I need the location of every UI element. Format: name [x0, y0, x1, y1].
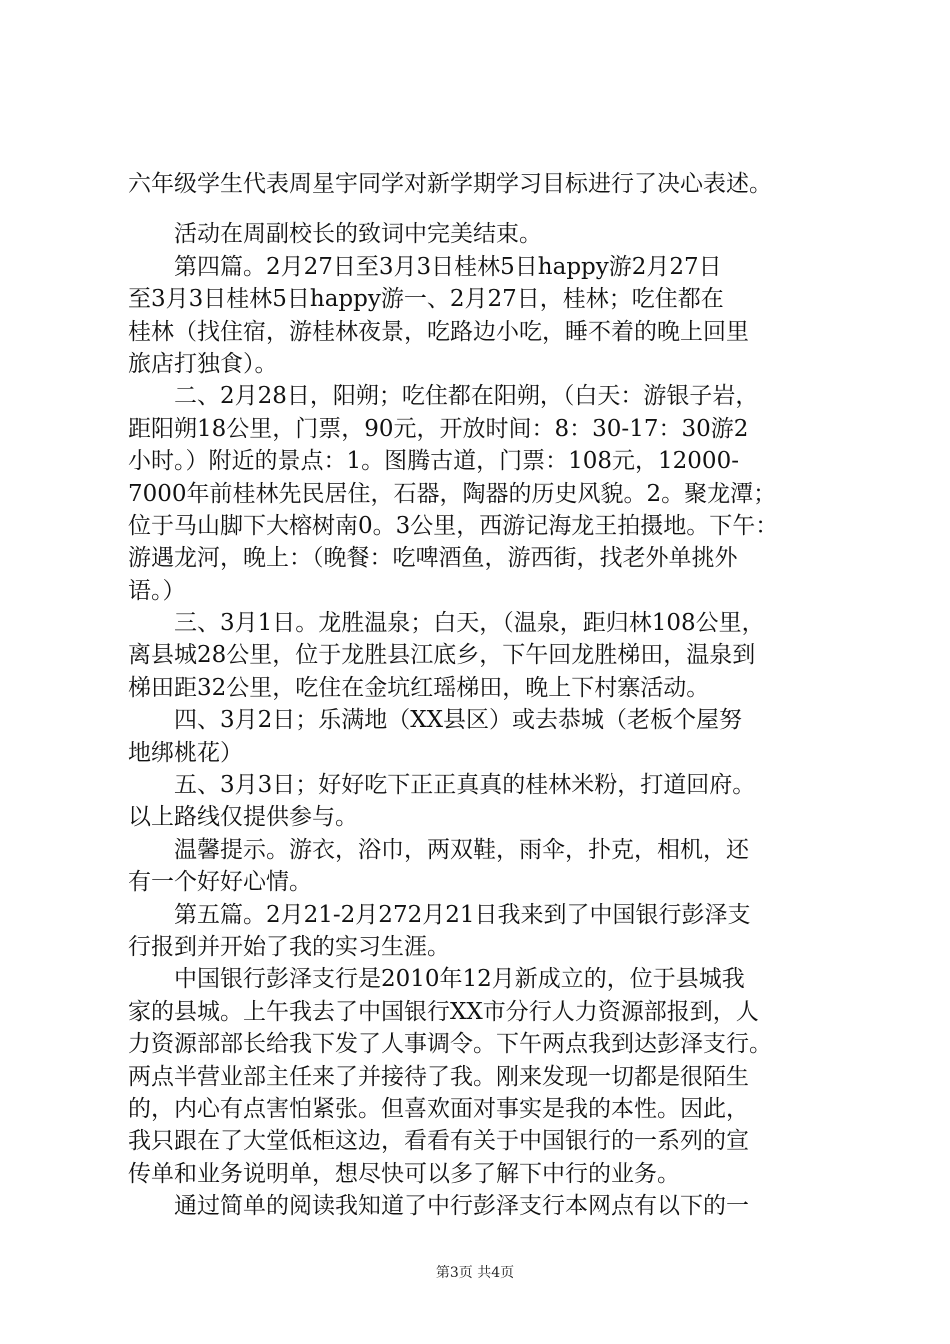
text-line: 7000年前桂林先民居住，石器，陶器的历史风貌。2。聚龙潭；	[128, 480, 777, 507]
page-number-label: 第3页 共4页	[435, 1265, 515, 1281]
text-line: 第五篇。2月21-2月272月21日我来到了中国银行彭泽支	[128, 901, 751, 928]
text-line: 我只跟在了大堂低柜这边，看看有关于中国银行的一系列的宣	[128, 1128, 749, 1155]
text-line: 地绑桃花）	[128, 739, 243, 766]
text-line: 小时。）附近的景点：1。图腾古道，门票：108元，12000-	[128, 448, 739, 475]
text-line: 四、3月2日；乐满地（XX县区）或去恭城（老板个屋努	[128, 707, 743, 734]
text-line: 梯田距32公里，吃住在金坑红瑶梯田，晚上下村寨活动。	[128, 674, 710, 701]
text-line: 中国银行彭泽支行是2010年12月新成立的，位于县城我	[128, 966, 745, 993]
text-line: 语。）	[128, 577, 186, 604]
text-line: 力资源部部长给我下发了人事调令。下午两点我到达彭泽支行。	[128, 1031, 772, 1058]
text-line: 游遇龙河，晚上：（晚餐：吃啤酒鱼，游西街，找老外单挑外	[128, 545, 738, 572]
text-line: 温馨提示。游衣，浴巾，两双鞋，雨伞，扑克，相机，还	[128, 836, 749, 863]
text-line: 三、3月1日。龙胜温泉；白天，（温泉，距归林108公里，	[128, 610, 765, 637]
text-line: 旅店打独食）。	[128, 350, 278, 377]
text-line: 行报到并开始了我的实习生涯。	[128, 933, 450, 960]
page-footer	[0, 1262, 950, 1282]
text-line: 两点半营业部主任来了并接待了我。刚来发现一切都是很陌生	[128, 1063, 749, 1090]
text-line: 至3月3日桂林5日happy游一、2月27日，桂林；吃住都在	[128, 286, 724, 313]
text-line: 活动在周副校长的致词中完美结束。	[128, 221, 542, 248]
text-line: 的，内心有点害怕紧张。但喜欢面对事实是我的本性。因此，	[128, 1095, 749, 1122]
text-line: 六年级学生代表周星宇同学对新学期学习目标进行了决心表述。	[128, 171, 772, 197]
text-line: 家的县城。上午我去了中国银行XX市分行人力资源部报到，人	[128, 998, 759, 1025]
text-line: 以上路线仅提供参与。	[128, 804, 358, 831]
text-line: 二、2月28日，阳朔；吃住都在阳朔，（白天：游银子岩，	[128, 383, 759, 410]
text-line: 位于马山脚下大榕树南0。3公里，西游记海龙王拍摄地。下午：	[128, 512, 779, 539]
text-line: 桂林（找住宿，游桂林夜景，吃路边小吃，睡不着的晚上回里	[128, 318, 749, 345]
text-line: 通过简单的阅读我知道了中行彭泽支行本网点有以下的一	[128, 1193, 749, 1220]
text-line: 传单和业务说明单，想尽快可以多了解下中行的业务。	[128, 1160, 680, 1187]
text-line: 离县城28公里，位于龙胜县江底乡，下午回龙胜梯田，温泉到	[128, 642, 756, 669]
text-line: 第四篇。2月27日至3月3日桂林5日happy游2月27日	[128, 253, 722, 280]
paragraph-gap	[128, 200, 848, 218]
text-line: 五、3月3日；好好吃下正正真真的桂林米粉，打道回府。	[128, 772, 756, 799]
text-line: 有一个好好心情。	[128, 869, 312, 896]
document-body	[128, 168, 848, 1223]
text-line: 距阳朔18公里，门票，90元，开放时间：8：30-17：30游2	[128, 415, 749, 442]
